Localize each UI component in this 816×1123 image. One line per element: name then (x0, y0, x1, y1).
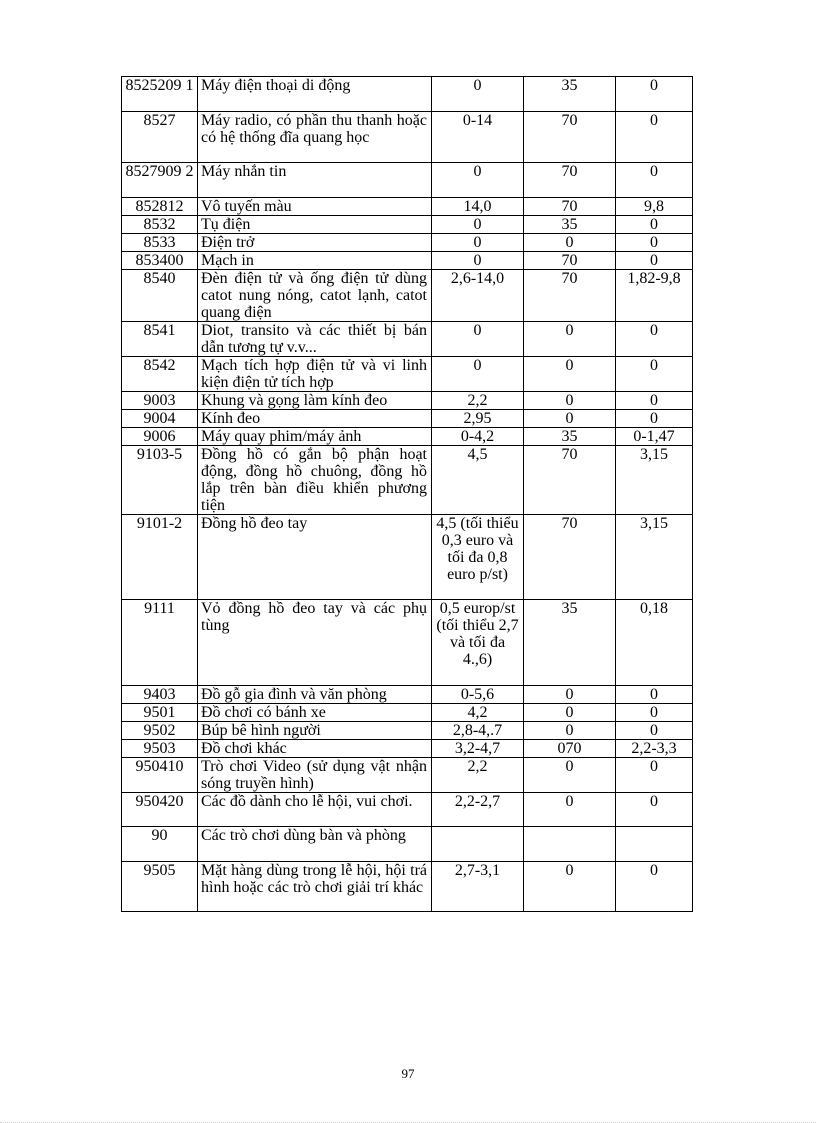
rate-2-cell: 35 (524, 216, 616, 234)
rate-2-cell: 70 (524, 163, 616, 198)
rate-3-cell: 0 (616, 758, 693, 793)
rate-1-cell: 0 (432, 252, 524, 270)
rate-1-cell: 0-5,6 (432, 686, 524, 704)
rate-3-cell: 0 (616, 112, 693, 163)
rate-2-cell: 0 (524, 322, 616, 357)
rate-1-cell: 0 (432, 163, 524, 198)
rate-3-cell: 0 (616, 704, 693, 722)
rate-3-cell: 0 (616, 252, 693, 270)
hs-code-cell: 8541 (122, 322, 198, 357)
hs-code-cell: 9004 (122, 410, 198, 428)
hs-code-cell: 90 (122, 827, 198, 862)
rate-2-cell: 35 (524, 77, 616, 112)
hs-code-cell: 9505 (122, 862, 198, 912)
rate-1-cell: 2,8-4,.7 (432, 722, 524, 740)
tariff-table-body (122, 77, 693, 912)
table-row (122, 270, 693, 322)
description-cell: Máy nhắn tin (198, 163, 432, 198)
rate-1-cell: 0 (432, 357, 524, 392)
table-row (122, 322, 693, 357)
rate-1-cell: 2,2 (432, 392, 524, 410)
rate-1-cell: 2,7-3,1 (432, 862, 524, 912)
hs-code-cell: 852812 (122, 198, 198, 216)
table-row (122, 357, 693, 392)
rate-2-cell: 0 (524, 686, 616, 704)
description-cell: Máy radio, có phần thu thanh hoặc có hệ thống đĩa quang học (198, 112, 432, 163)
description-cell: Các trò chơi dùng bàn và phòng (198, 827, 432, 862)
rate-2-cell: 0 (524, 392, 616, 410)
table-row (122, 722, 693, 740)
description-cell: Trò chơi Video (sử dụng vật nhận sóng truyền hình) (198, 758, 432, 793)
description-cell: Vỏ đồng hồ đeo tay và các phụ tùng (198, 600, 432, 686)
description-cell: Mặt hàng dùng trong lễ hội, hội trá hình hoặc các trò chơi giải trí khác (198, 862, 432, 912)
rate-2-cell: 70 (524, 198, 616, 216)
table-row (122, 827, 693, 862)
rate-3-cell: 1,82-9,8 (616, 270, 693, 322)
hs-code-cell: 8527 (122, 112, 198, 163)
table-row (122, 112, 693, 163)
rate-3-cell: 0 (616, 322, 693, 357)
description-cell: Đồ chơi khác (198, 740, 432, 758)
table-row (122, 198, 693, 216)
rate-3-cell: 0 (616, 357, 693, 392)
description-cell: Tụ điện (198, 216, 432, 234)
hs-code-cell: 950410 (122, 758, 198, 793)
rate-1-cell: 14,0 (432, 198, 524, 216)
rate-3-cell: 0 (616, 216, 693, 234)
rate-2-cell: 70 (524, 446, 616, 515)
rate-3-cell: 9,8 (616, 198, 693, 216)
rate-2-cell: 0 (524, 357, 616, 392)
rate-1-cell: 0 (432, 216, 524, 234)
tariff-table (121, 76, 693, 912)
description-cell: Điện trở (198, 234, 432, 252)
rate-3-cell: 0 (616, 686, 693, 704)
rate-3-cell: 0 (616, 77, 693, 112)
description-cell: Kính đeo (198, 410, 432, 428)
hs-code-cell: 853400 (122, 252, 198, 270)
rate-1-cell: 0 (432, 322, 524, 357)
description-cell: Mạch in (198, 252, 432, 270)
hs-code-cell: 9103-5 (122, 446, 198, 515)
rate-2-cell: 0 (524, 722, 616, 740)
table-row (122, 392, 693, 410)
description-cell: Khung và gọng làm kính đeo (198, 392, 432, 410)
rate-1-cell: 2,6-14,0 (432, 270, 524, 322)
rate-1-cell: 0 (432, 77, 524, 112)
rate-3-cell: 2,2-3,3 (616, 740, 693, 758)
rate-2-cell: 0 (524, 862, 616, 912)
rate-2-cell: 0 (524, 410, 616, 428)
rate-1-cell: 0-14 (432, 112, 524, 163)
hs-code-cell: 8525209 1 (122, 77, 198, 112)
rate-1-cell: 4,5 (432, 446, 524, 515)
hs-code-cell: 8540 (122, 270, 198, 322)
rate-2-cell: 0 (524, 704, 616, 722)
description-cell: Đồ chơi có bánh xe (198, 704, 432, 722)
table-row (122, 77, 693, 112)
rate-1-cell: 3,2-4,7 (432, 740, 524, 758)
description-cell: Mạch tích hợp điện tử và vi linh kiện điện tử tích hợp (198, 357, 432, 392)
table-row (122, 216, 693, 234)
rate-1-cell: 0,5 europ/st (tối thiểu 2,7 và tối đa 4.,6) (432, 600, 524, 686)
rate-1-cell: 0-4,2 (432, 428, 524, 446)
rate-1-cell: 2,2-2,7 (432, 793, 524, 827)
table-row (122, 163, 693, 198)
description-cell: Đồng hồ đeo tay (198, 515, 432, 600)
rate-3-cell (616, 827, 693, 862)
table-row (122, 428, 693, 446)
hs-code-cell: 9101-2 (122, 515, 198, 600)
table-row (122, 446, 693, 515)
description-cell: Diot, transito và các thiết bị bán dẫn tương tự v.v... (198, 322, 432, 357)
table-row (122, 600, 693, 686)
hs-code-cell: 9003 (122, 392, 198, 410)
rate-2-cell: 70 (524, 252, 616, 270)
rate-3-cell: 3,15 (616, 515, 693, 600)
rate-3-cell: 0 (616, 234, 693, 252)
rate-2-cell: 0 (524, 758, 616, 793)
rate-3-cell: 0-1,47 (616, 428, 693, 446)
hs-code-cell: 9503 (122, 740, 198, 758)
table-row (122, 515, 693, 600)
hs-code-cell: 8532 (122, 216, 198, 234)
hs-code-cell: 9006 (122, 428, 198, 446)
rate-3-cell: 0 (616, 163, 693, 198)
table-row (122, 704, 693, 722)
description-cell: Máy điện thoại di động (198, 77, 432, 112)
rate-3-cell: 0 (616, 392, 693, 410)
rate-2-cell: 70 (524, 270, 616, 322)
rate-3-cell: 3,15 (616, 446, 693, 515)
rate-1-cell: 2,95 (432, 410, 524, 428)
rate-1-cell: 4,5 (tối thiểu 0,3 euro và tối đa 0,8 euro p/st) (432, 515, 524, 600)
rate-3-cell: 0 (616, 862, 693, 912)
rate-3-cell: 0 (616, 722, 693, 740)
table-row (122, 862, 693, 912)
hs-code-cell: 9502 (122, 722, 198, 740)
rate-1-cell: 4,2 (432, 704, 524, 722)
hs-code-cell: 8527909 2 (122, 163, 198, 198)
description-cell: Đồng hồ có gắn bộ phận hoạt động, đồng hồ chuông, đồng hồ lắp trên bàn điều khiển phương tiện (198, 446, 432, 515)
table-row (122, 410, 693, 428)
table-row (122, 758, 693, 793)
rate-2-cell: 0 (524, 234, 616, 252)
hs-code-cell: 9501 (122, 704, 198, 722)
rate-3-cell: 0 (616, 410, 693, 428)
page-number: 97 (401, 1066, 415, 1081)
rate-2-cell: 0 (524, 793, 616, 827)
table-row (122, 740, 693, 758)
rate-3-cell: 0,18 (616, 600, 693, 686)
rate-2-cell: 35 (524, 428, 616, 446)
rate-1-cell (432, 827, 524, 862)
rate-2-cell: 70 (524, 515, 616, 600)
table-row (122, 686, 693, 704)
rate-3-cell: 0 (616, 793, 693, 827)
rate-2-cell (524, 827, 616, 862)
hs-code-cell: 9403 (122, 686, 198, 704)
table-row (122, 252, 693, 270)
hs-code-cell: 8542 (122, 357, 198, 392)
rate-1-cell: 2,2 (432, 758, 524, 793)
hs-code-cell: 8533 (122, 234, 198, 252)
rate-2-cell: 70 (524, 112, 616, 163)
description-cell: Máy quay phim/máy ảnh (198, 428, 432, 446)
hs-code-cell: 9111 (122, 600, 198, 686)
hs-code-cell: 950420 (122, 793, 198, 827)
description-cell: Đồ gỗ gia đình và văn phòng (198, 686, 432, 704)
table-row (122, 234, 693, 252)
rate-2-cell: 35 (524, 600, 616, 686)
rate-2-cell: 070 (524, 740, 616, 758)
description-cell: Các đồ dành cho lễ hội, vui chơi. (198, 793, 432, 827)
description-cell: Búp bê hình người (198, 722, 432, 740)
description-cell: Vô tuyến màu (198, 198, 432, 216)
table-row (122, 793, 693, 827)
rate-1-cell: 0 (432, 234, 524, 252)
description-cell: Đèn điện tử và ống điện tử dùng catot nung nóng, catot lạnh, catot quang điện (198, 270, 432, 322)
